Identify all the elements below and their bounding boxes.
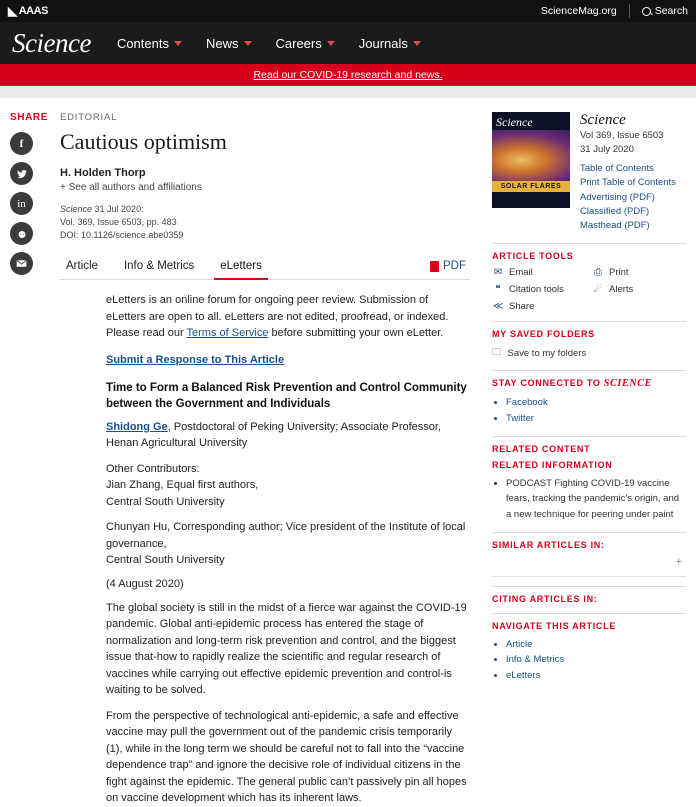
related-information-item[interactable]: • PODCAST Fighting COVID-19 vaccine fears, tracking the pandemic’s origin, and a new technique for peering under paint xyxy=(506,476,686,523)
aaas-triangle-icon: ◣ xyxy=(8,4,17,18)
similar-articles-expand[interactable]: + xyxy=(675,555,682,568)
share-icon: ≪ xyxy=(492,301,504,313)
similar-articles-heading: SIMILAR ARTICLES IN: xyxy=(492,532,686,550)
related-content-heading: RELATED CONTENT xyxy=(492,436,686,454)
save-to-folders-row[interactable] xyxy=(492,345,686,361)
linkedin-icon[interactable]: in xyxy=(10,192,33,215)
contributors-block xyxy=(106,461,470,511)
article-column xyxy=(52,98,484,805)
right-sidebar xyxy=(484,98,696,681)
issue-cover-block xyxy=(492,112,686,233)
nav-label: Journals xyxy=(358,35,408,51)
stay-connected-heading xyxy=(492,370,686,389)
eletters-intro xyxy=(106,292,470,342)
article-tools-heading: ARTICLE TOOLS xyxy=(492,243,686,261)
contributor-1: Jian Zhang, Equal first authors, xyxy=(106,479,259,492)
chevron-down-icon xyxy=(413,41,421,46)
navigate-item-info-metrics[interactable]: • Info & Metrics xyxy=(506,652,686,668)
letter-title: Time to Form a Balanced Risk Prevention and Control Community between the Government and Individuals xyxy=(106,381,467,411)
stay-connected-twitter[interactable]: • Twitter xyxy=(506,411,686,427)
sciencemag-link[interactable]: ScienceMag.org xyxy=(540,5,617,17)
chevron-down-icon xyxy=(174,41,182,46)
article-category: EDITORIAL xyxy=(60,112,118,123)
article-tabs xyxy=(60,254,470,280)
tool-label: Share xyxy=(509,301,535,313)
citing-articles-heading: CITING ARTICLES IN: xyxy=(492,586,686,604)
reddit-icon[interactable] xyxy=(10,222,33,245)
citation-journal: Science xyxy=(60,204,93,214)
tab-eletters[interactable]: eLetters xyxy=(214,254,282,279)
cover-title: Science xyxy=(496,115,533,129)
magnifier-icon xyxy=(642,7,651,16)
related-information-heading: RELATED INFORMATION xyxy=(492,459,613,470)
citation-volume: Vol. 369, Issue 6503, pp. 483 xyxy=(60,217,177,228)
folder-icon: 🗀 xyxy=(492,347,502,359)
nav-label: News xyxy=(205,35,239,51)
navigate-article-list xyxy=(492,637,686,684)
bell-icon: ☄ xyxy=(593,284,603,296)
letter-date: (4 August 2020) xyxy=(106,577,184,590)
article-tools-grid xyxy=(492,267,686,312)
citation-doi: DOI: 10.1126/science.abe0359 xyxy=(60,230,184,241)
issue-links xyxy=(580,162,676,233)
eletters-body xyxy=(60,292,470,807)
covid-banner-link[interactable]: Read our COVID-19 research and news. xyxy=(253,69,443,81)
issue-link-advertising[interactable]: Advertising (PDF) xyxy=(580,191,655,203)
nav-item-news[interactable] xyxy=(206,36,252,51)
tab-pdf[interactable] xyxy=(424,254,470,279)
contributors-heading: Other Contributors: xyxy=(106,462,200,475)
letter-paragraph-2: From the perspective of technological anti-epidemic, a safe and effective vaccine may pull the government out of the pandemic crisis temporarily (1), while in the long term we should be careful not to fall into the “vaccine dependence trap” and ignore the decisive role of individual citizens in the fight against the epidemic. The general public can’t passively pin all hopes on vaccine development which has its inherent laws. xyxy=(106,709,467,805)
article-author: H. Holden Thorp xyxy=(60,167,146,179)
terms-of-service-link[interactable]: Terms of Service xyxy=(186,327,269,340)
topbar-divider xyxy=(629,4,630,18)
contributor-2-affiliation: Central South University xyxy=(106,554,225,567)
tab-info-metrics[interactable]: Info & Metrics xyxy=(123,260,195,273)
main-nav xyxy=(117,36,421,51)
tool-print[interactable] xyxy=(592,267,686,278)
stay-connected-facebook[interactable]: • Facebook xyxy=(506,395,686,411)
navigate-item-article[interactable]: • Article xyxy=(506,637,686,653)
nav-label: Careers xyxy=(275,35,322,51)
citation-date: 31 Jul 2020: xyxy=(92,204,144,214)
page-title: Cautious optimism xyxy=(60,129,227,154)
pdf-icon xyxy=(430,261,439,272)
nav-item-careers[interactable] xyxy=(276,36,335,51)
tab-pdf-label: PDF xyxy=(443,260,466,273)
issue-link-classified[interactable]: Classified (PDF) xyxy=(580,205,650,217)
page-gap xyxy=(0,86,696,98)
share-rail xyxy=(0,98,52,627)
letter-paragraph-1: The global society is still in the midst of a fierce war against the COVID-19 pandemic. Global anti-epidemic process has entered the stage of normalization and long-term risk prevention and control, and the biggest issue that-how to rapidly realize the scientific and regular research of vaccines while carrying out effective epidemic prevention and control-is waiting to be solved. xyxy=(106,601,467,697)
citation-block xyxy=(60,203,470,242)
navigate-article-heading: NAVIGATE THIS ARTICLE xyxy=(492,613,686,631)
letter-author-affiliation: , Postdoctoral of Peking University; Associate Professor, Henan Agricultural University xyxy=(106,420,442,450)
save-to-folders-label: Save to my folders xyxy=(507,347,587,359)
letter-author xyxy=(106,419,470,452)
tool-citation[interactable] xyxy=(492,284,586,295)
cover-band-label: SOLAR FLARES xyxy=(492,181,570,192)
eletters-intro-b: before submitting your own eLetter. xyxy=(268,327,444,340)
divider xyxy=(492,576,686,577)
issue-link-masthead[interactable]: Masthead (PDF) xyxy=(580,220,650,231)
contributor-2-block xyxy=(106,519,470,569)
email-icon[interactable] xyxy=(10,252,33,275)
covid-banner xyxy=(0,64,696,86)
issue-journal-name: Science xyxy=(580,112,626,128)
issue-cover-image[interactable] xyxy=(492,112,570,208)
stay-connected-heading-em: SCIENCE xyxy=(603,378,653,390)
tool-email[interactable] xyxy=(492,267,586,278)
related-information-list xyxy=(492,476,686,523)
nav-item-contents[interactable] xyxy=(117,36,182,51)
saved-folders-heading: MY SAVED FOLDERS xyxy=(492,321,686,339)
page-body xyxy=(0,98,696,805)
submit-response-link[interactable]: Submit a Response to This Article xyxy=(106,353,285,366)
tab-article[interactable]: Article xyxy=(66,260,98,273)
top-utility-bar xyxy=(0,0,696,22)
letter-author-link[interactable]: Shidong Ge xyxy=(106,420,168,433)
tool-label: Print xyxy=(609,267,629,279)
tool-label: Citation tools xyxy=(509,284,564,296)
aaas-logo[interactable] xyxy=(8,4,48,18)
aaas-logo-text: AAAS xyxy=(18,5,48,17)
twitter-icon[interactable] xyxy=(10,162,33,185)
issue-link-toc[interactable]: Table of Contents xyxy=(580,163,654,174)
navigate-item-eletters[interactable]: • eLetters xyxy=(506,668,686,684)
printer-icon: ⎙ xyxy=(594,267,602,279)
see-all-authors-link[interactable]: + See all authors and affiliations xyxy=(60,182,202,193)
tool-label: Alerts xyxy=(609,284,634,296)
nav-item-journals[interactable] xyxy=(359,36,421,51)
issue-link-print-toc[interactable]: Print Table of Contents xyxy=(580,177,676,189)
science-logo[interactable]: Science xyxy=(12,27,91,58)
nav-label: Contents xyxy=(116,35,169,51)
envelope-icon: ✉ xyxy=(493,267,503,279)
issue-meta xyxy=(580,112,676,233)
search-label: Search xyxy=(654,5,688,17)
quote-icon: ❝ xyxy=(495,284,501,296)
tool-share[interactable] xyxy=(492,301,586,312)
stay-connected-heading-pre: STAY CONNECTED TO xyxy=(492,378,601,389)
share-label: SHARE xyxy=(10,112,49,123)
issue-volume: Vol 369, Issue 6503 xyxy=(580,129,664,141)
facebook-icon[interactable]: f xyxy=(10,132,33,155)
chevron-down-icon xyxy=(327,41,335,46)
stay-connected-list xyxy=(492,395,686,426)
tool-alerts[interactable] xyxy=(592,284,686,295)
contributor-2: Chunyan Hu, Corresponding author; Vice president of the Institute of local governance, xyxy=(106,521,466,550)
contributor-1-affiliation: Central South University xyxy=(106,495,225,508)
chevron-down-icon xyxy=(244,41,252,46)
search-button[interactable] xyxy=(642,5,688,17)
tool-label: Email xyxy=(509,267,533,279)
eletters-intro-a: eLetters is an online forum for ongoing peer review. Submission of eLetters are open to all. eLetters are not edited, proofread, or indexed. Please read our xyxy=(106,294,449,340)
issue-date: 31 July 2020 xyxy=(580,143,634,155)
site-masthead xyxy=(0,22,696,64)
